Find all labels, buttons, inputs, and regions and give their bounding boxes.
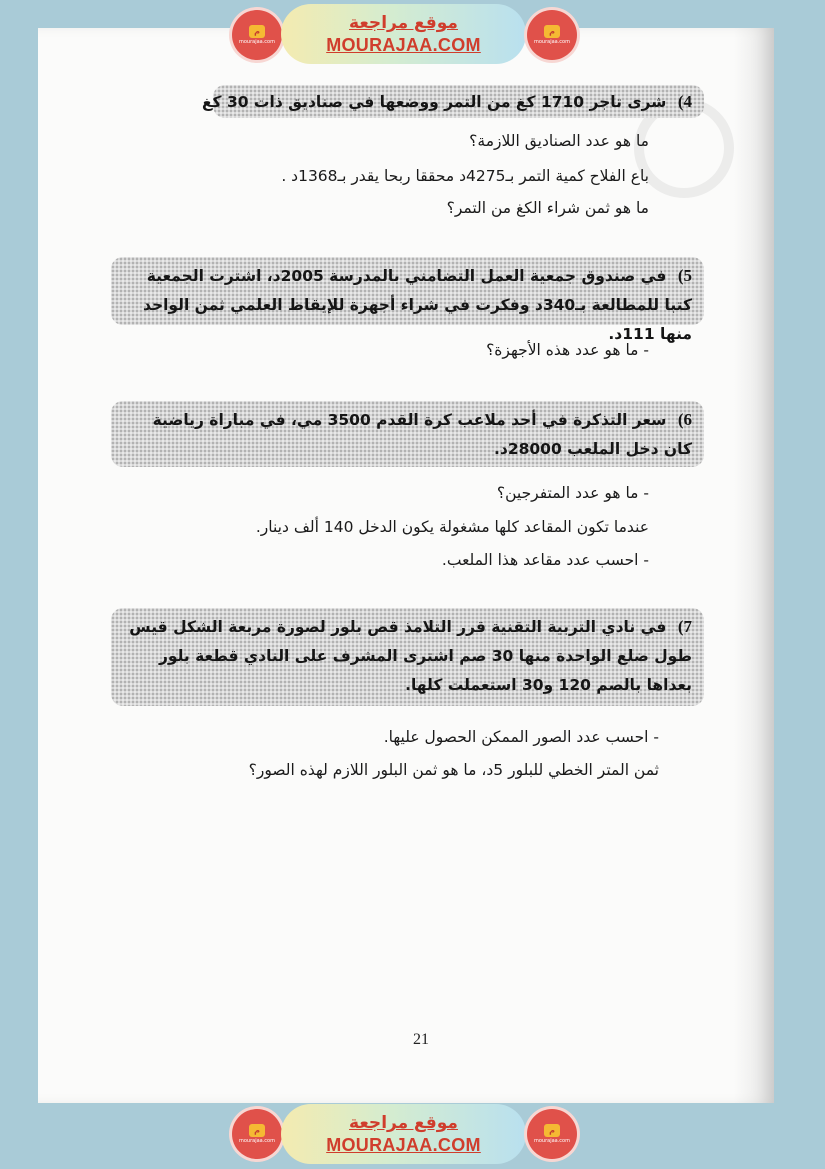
statement-text: في صندوق جمعية العمل التضامني بالمدرسة 2005د، اشترت الجمعية كتبا للمطالعة بـ340د وفكرت في شراء أجهزة للإيقاظ العلمي ثمن الواحد منها 111د. [142, 267, 692, 343]
problem-statement [201, 85, 704, 118]
problem-statement [111, 401, 704, 467]
statement-text: سعر التذكرة في أحد ملاعب كرة القدم 3500 مي، في مباراة رياضية كان دخل الملعب 28000د. [152, 411, 692, 458]
page-edge-shadow [734, 28, 774, 1103]
site-name-latin[interactable]: MOURAJAA.COM [326, 35, 481, 55]
problem-number: 7) [677, 617, 692, 636]
site-name-arabic[interactable]: موقع مراجعة [349, 13, 458, 33]
problem-number: 6) [677, 410, 692, 429]
problem-statement [111, 257, 704, 343]
question-line: - ما هو عدد المتفرجين؟ [496, 484, 649, 502]
statement-text: في نادي التربية التقنية قرر التلامذ قص بلور لصورة مربعة الشكل قيس طول ضلع الواحدة منها 30 صم اشترى المشرف على النادي قطعة بلور بعداها بالصم 120 و30 استعملت كلها. [129, 618, 692, 694]
logo-badge-top-right [527, 10, 577, 60]
question-line: - ما هو عدد هذه الأجهزة؟ [486, 341, 649, 359]
problem-number: 5) [677, 266, 692, 285]
statement-text: شرى تاجر 1710 كغ من التمر ووضعها في صناديق ذات 30 كغ [201, 93, 667, 111]
badge-caption: mourajaa.com [238, 38, 275, 45]
site-banner-top[interactable] [281, 4, 526, 64]
page-number: 21 [413, 1031, 429, 1048]
badge-caption: mourajaa.com [533, 38, 570, 45]
site-banner-bottom[interactable] [281, 1104, 526, 1164]
question-line: ما هو عدد الصناديق اللازمة؟ [469, 132, 649, 150]
question-line: - احسب عدد مقاعد هذا الملعب. [441, 551, 649, 569]
site-name-latin[interactable]: MOURAJAA.COM [326, 1135, 481, 1155]
problem-statement [111, 608, 704, 706]
question-line: باع الفلاح كمية التمر بـ4275د محققا ربحا يقدر بـ1368د . [281, 167, 649, 185]
shopping-bag-icon: م [544, 25, 560, 38]
badge-caption: mourajaa.com [238, 1137, 275, 1144]
shopping-bag-icon: م [249, 1124, 265, 1137]
badge-caption: mourajaa.com [533, 1137, 570, 1144]
shopping-bag-icon: م [249, 25, 265, 38]
question-line: - احسب عدد الصور الممكن الحصول عليها. [383, 728, 659, 746]
logo-badge-bottom-left [232, 1109, 282, 1159]
question-line: ثمن المتر الخطي للبلور 5د، ما هو ثمن البلور اللازم لهذه الصور؟ [248, 761, 659, 779]
logo-badge-top-left [232, 10, 282, 60]
problem-number: 4) [677, 92, 692, 111]
question-line: ما هو ثمن شراء الكغ من التمر؟ [446, 199, 649, 217]
site-name-arabic[interactable]: موقع مراجعة [349, 1113, 458, 1133]
shopping-bag-icon: م [544, 1124, 560, 1137]
logo-badge-bottom-right [527, 1109, 577, 1159]
worksheet-page [38, 28, 774, 1103]
question-line: عندما تكون المقاعد كلها مشغولة يكون الدخل 140 ألف دينار. [255, 518, 649, 536]
